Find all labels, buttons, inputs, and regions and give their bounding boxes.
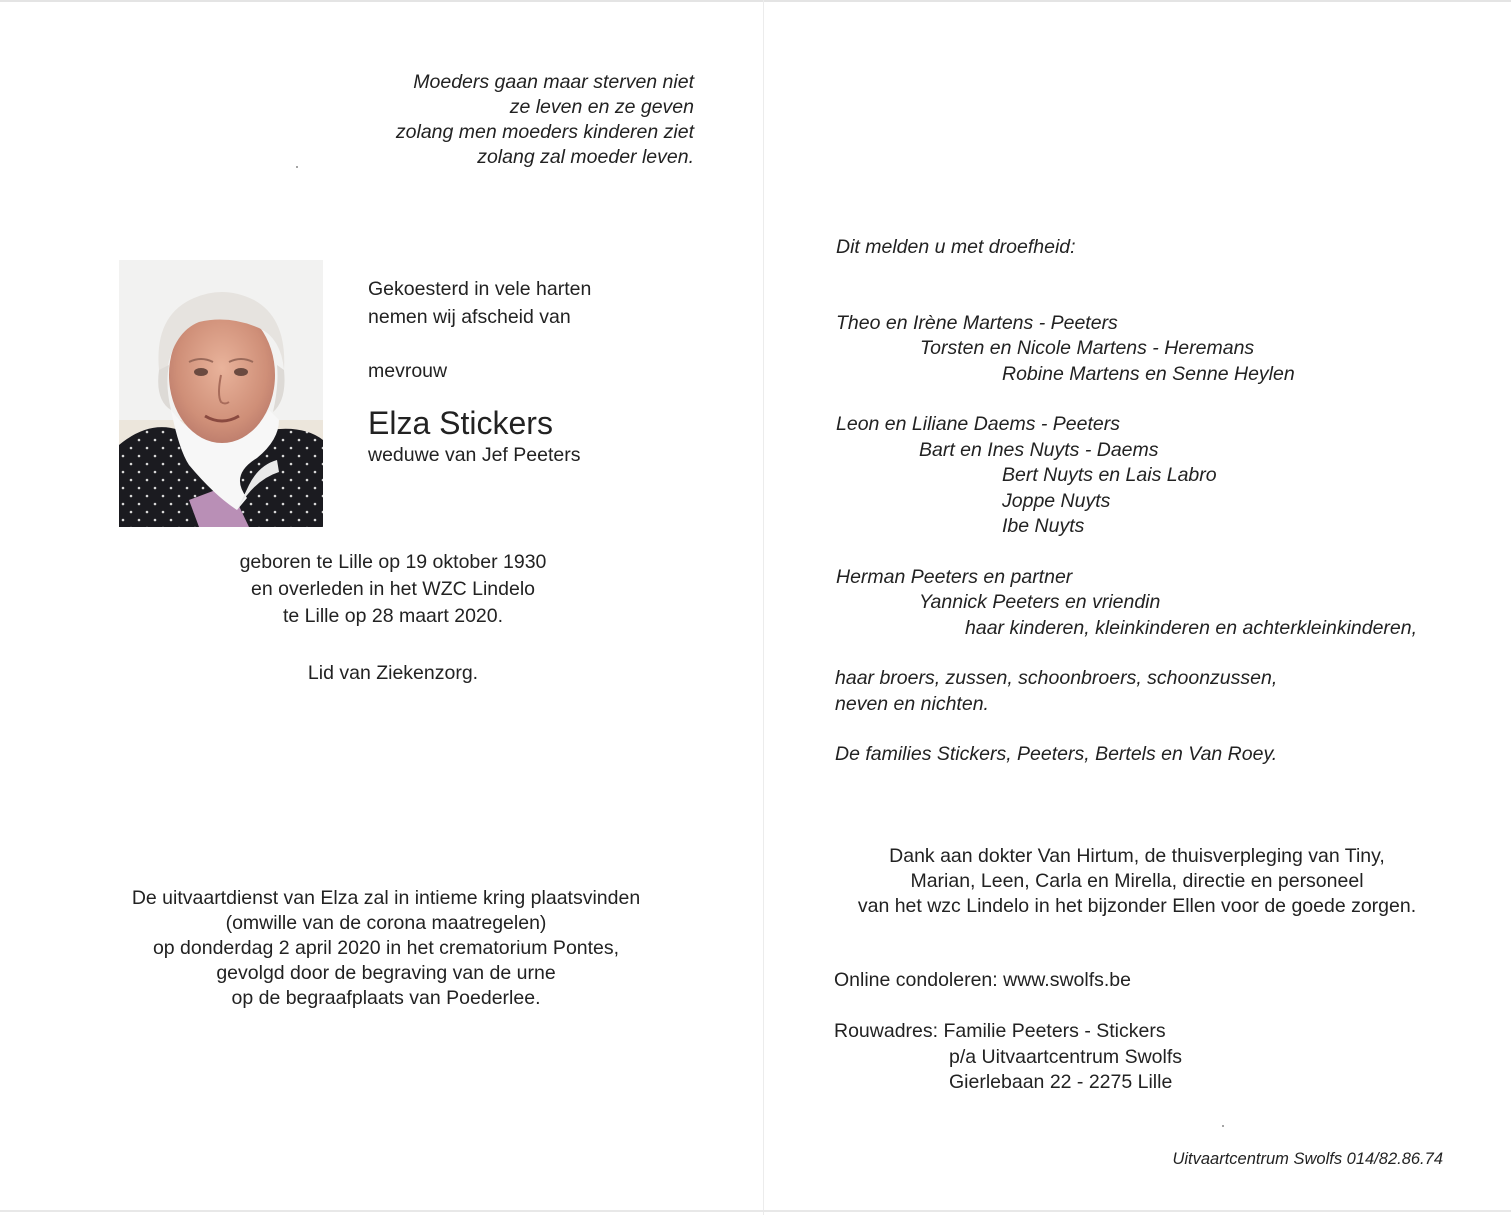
family-member: Ibe Nuyts <box>1002 515 1085 537</box>
thanks-line: Dank aan dokter Van Hirtum, de thuisverpleging van Tiny, <box>889 845 1385 867</box>
funeral-line: op donderdag 2 april 2020 in het crematorium Pontes, <box>152 937 620 959</box>
announcement: Dit melden u met droefheid: <box>836 236 1076 258</box>
bottom-edge <box>0 1210 1511 1212</box>
top-edge <box>0 0 1511 2</box>
honorific: mevrouw <box>368 360 448 382</box>
intro-line: nemen wij afscheid van <box>368 306 571 328</box>
funeral-home-footer: Uitvaartcentrum Swolfs 014/82.86.74 <box>1172 1150 1443 1168</box>
thanks-line: van het wzc Lindelo in het bijzonder Ellen voor de goede zorgen. <box>857 895 1417 917</box>
family-member: Bart en Ines Nuyts - Daems <box>919 439 1159 461</box>
poem-line: zolang men moeders kinderen ziet <box>395 121 694 143</box>
family-member: Leon en Liliane Daems - Peeters <box>836 413 1120 435</box>
birth-death-details <box>150 549 636 630</box>
online-condolence: Online condoleren: www.swolfs.be <box>834 969 1131 991</box>
family-member: Joppe Nuyts <box>1002 490 1111 512</box>
poem-line: Moeders gaan maar sterven niet <box>413 71 694 93</box>
intro-line: Gekoesterd in vele harten <box>368 278 592 300</box>
deceased-name: Elza Stickers <box>368 405 553 441</box>
family-member: Robine Martens en Senne Heylen <box>1002 363 1295 385</box>
poem-line: zolang zal moeder leven. <box>477 146 694 168</box>
mourning-address-line: Rouwadres: Familie Peeters - Stickers <box>834 1020 1166 1042</box>
thanks-message <box>820 844 1454 919</box>
poem <box>300 70 694 170</box>
birth-line: en overleden in het WZC Lindelo <box>251 578 535 600</box>
speck <box>1222 1125 1224 1127</box>
card-fold-line <box>763 0 764 1215</box>
family-member: Herman Peeters en partner <box>836 566 1073 588</box>
poem-line: ze leven en ze geven <box>509 96 694 118</box>
membership <box>150 660 636 687</box>
mourning-address-line: Gierlebaan 22 - 2275 Lille <box>949 1071 1173 1093</box>
mourning-address-line: p/a Uitvaartcentrum Swolfs <box>949 1046 1183 1068</box>
relatives-line: neven en nichten. <box>835 693 989 715</box>
portrait-photo <box>119 260 323 527</box>
family-member: Bert Nuyts en Lais Labro <box>1002 464 1217 486</box>
thanks-line: Marian, Leen, Carla en Mirella, directie en personeel <box>910 870 1364 892</box>
family-member: haar kinderen, kleinkinderen en achterkleinkinderen, <box>965 617 1418 639</box>
membership-line: Lid van Ziekenzorg. <box>307 662 479 684</box>
family-member: Torsten en Nicole Martens - Heremans <box>920 337 1255 359</box>
funeral-line: De uitvaartdienst van Elza zal in intieme kring plaatsvinden <box>131 887 641 909</box>
family-member: Yannick Peeters en vriendin <box>919 591 1161 613</box>
funeral-line: (omwille van de corona maatregelen) <box>225 912 547 934</box>
widow-of: weduwe van Jef Peeters <box>368 444 581 466</box>
funeral-line: gevolgd door de begraving van de urne <box>216 962 556 984</box>
birth-line: te Lille op 28 maart 2020. <box>282 605 504 627</box>
relatives-line: haar broers, zussen, schoonbroers, schoonzussen, <box>835 667 1278 689</box>
families-line: De families Stickers, Peeters, Bertels en Van Roey. <box>835 743 1278 765</box>
speck <box>296 166 298 168</box>
family-member: Theo en Irène Martens - Peeters <box>836 312 1118 334</box>
funeral-line: op de begraafplaats van Poederlee. <box>231 987 541 1009</box>
funeral-details <box>80 886 692 1011</box>
birth-line: geboren te Lille op 19 oktober 1930 <box>239 551 547 573</box>
